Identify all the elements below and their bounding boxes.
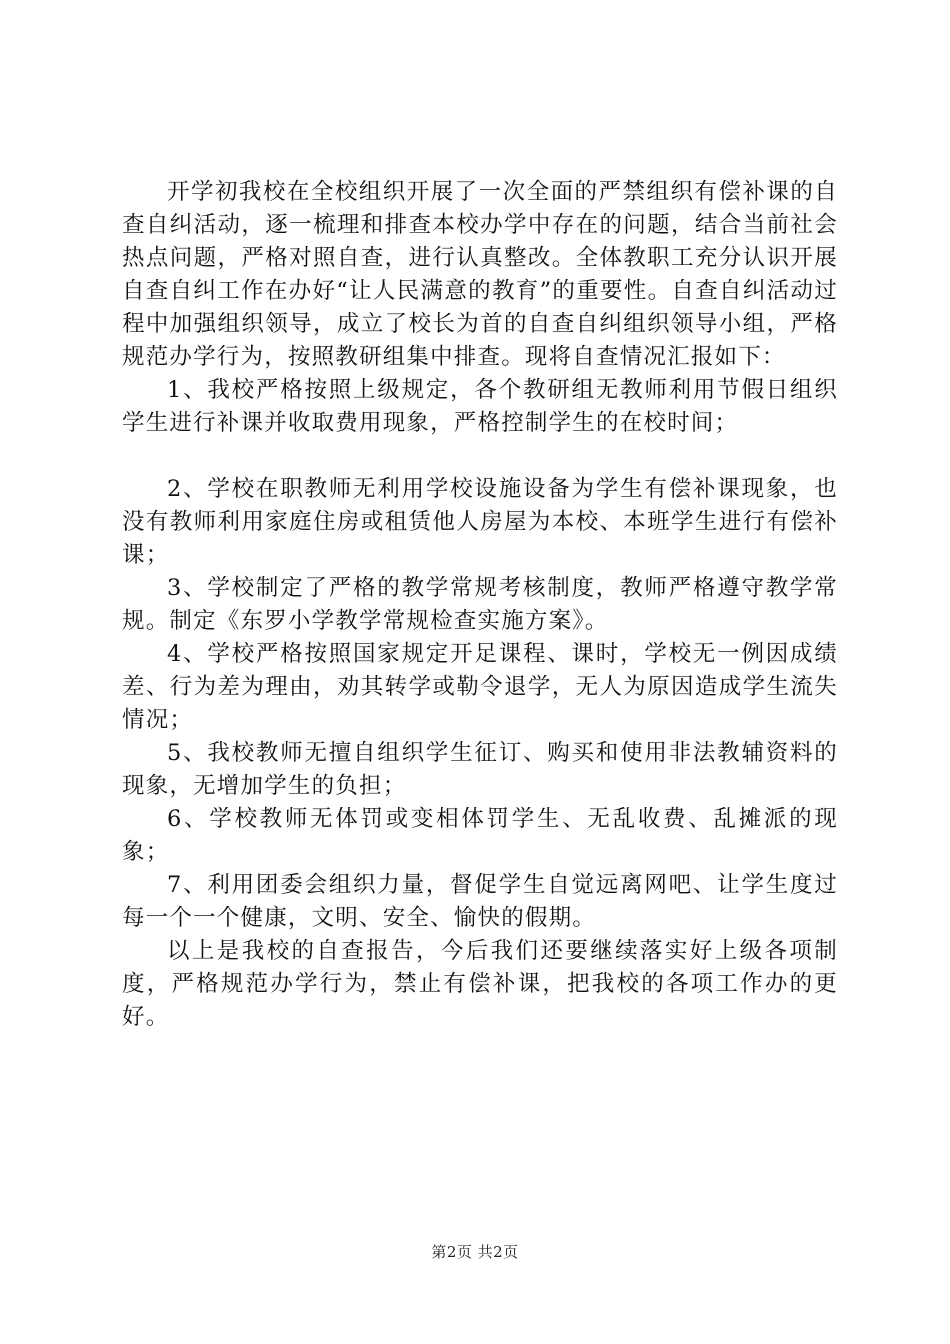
paragraph-item-3: 3、学校制定了严格的教学常规考核制度，教师严格遵守教学常规。制定《东罗小学教学常规检查实施方案》。 (122, 575, 838, 634)
page-footer (0, 1242, 950, 1262)
paragraph-item-7: 7、利用团委会组织力量，督促学生自觉远离网吧、让学生度过每一个一个健康，文明、安全、愉快的假期。 (122, 872, 838, 931)
paragraph-conclusion: 以上是我校的自查报告，今后我们还要继续落实好上级各项制度，严格规范办学行为，禁止有偿补课，把我校的各项工作办的更好。 (122, 938, 838, 1030)
paragraph-intro: 开学初我校在全校组织开展了一次全面的严禁组织有偿补课的自查自纠活动，逐一梳理和排查本校办学中存在的问题，结合当前社会热点问题，严格对照自查，进行认真整改。全体教职工充分认识开展自查自纠工作在办好“让人民满意的教育”的重要性。自查自纠活动过程中加强组织领导，成立了校长为首的自查自纠组织领导小组，严格规范办学行为，按照教研组集中排查。现将自查情况汇报如下： (122, 179, 838, 370)
paragraph-item-5: 5、我校教师无擅自组织学生征订、购买和使用非法教辅资料的现象，无增加学生的负担； (122, 740, 838, 799)
document-body (122, 176, 838, 1034)
paragraph-item-4: 4、学校严格按照国家规定开足课程、课时，学校无一例因成绩差、行为差为理由，劝其转学或勒令退学，无人为原因造成学生流失情况； (122, 641, 838, 733)
page-number-indicator: 第2页 共2页 (431, 1243, 519, 1261)
paragraph-item-1: 1、我校严格按照上级规定，各个教研组无教师利用节假日组织学生进行补课并收取费用现象，严格控制学生的在校时间； (122, 377, 838, 436)
paragraph-item-6: 6、学校教师无体罚或变相体罚学生、无乱收费、乱摊派的现象； (122, 806, 838, 865)
paragraph-spacer (122, 440, 838, 473)
paragraph-item-2: 2、学校在职教师无利用学校设施设备为学生有偿补课现象，也没有教师利用家庭住房或租赁他人房屋为本校、本班学生进行有偿补课； (122, 476, 838, 568)
